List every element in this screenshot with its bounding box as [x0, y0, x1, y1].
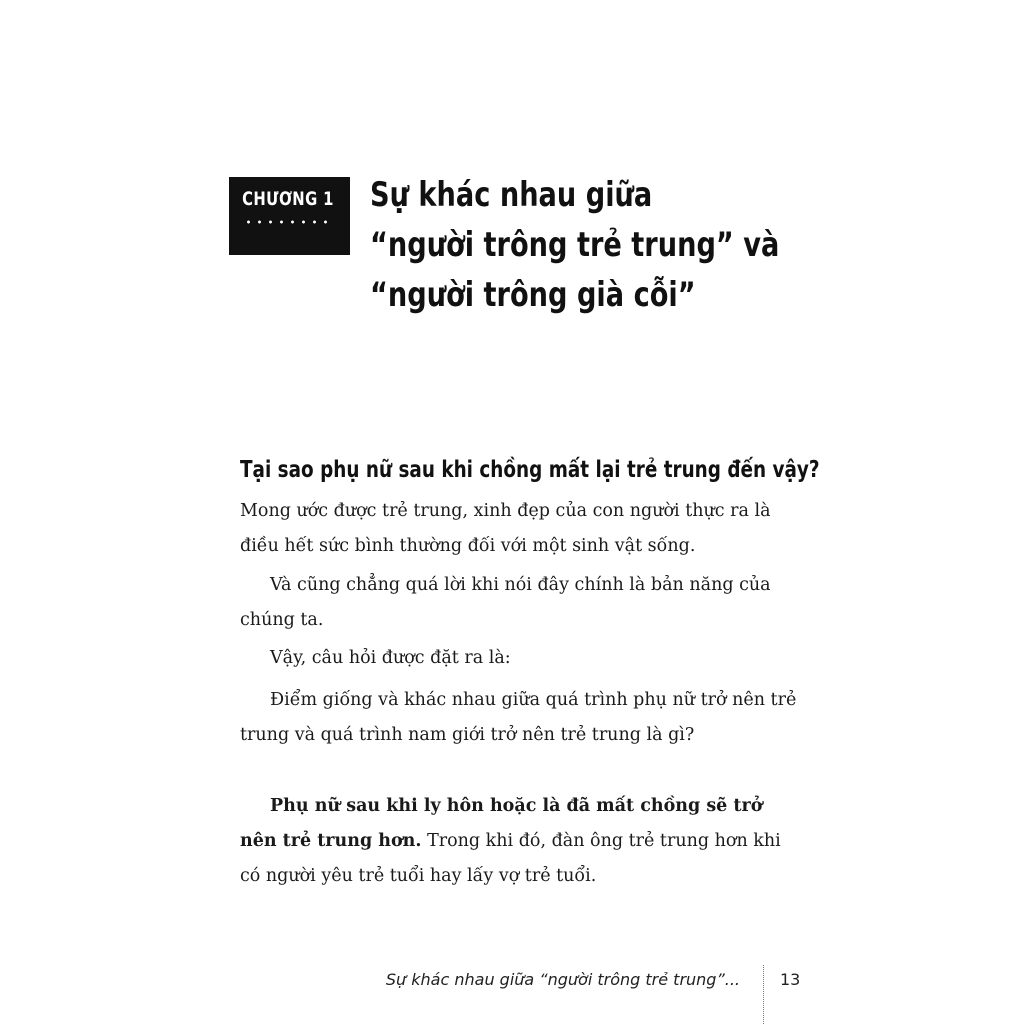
- chapter-dots-ornament: [243, 219, 333, 225]
- page-number: 13: [780, 970, 801, 989]
- chapter-title-line-2: “người trông trẻ trung” và: [370, 225, 780, 265]
- paragraph-5-rest: Trong khi đó, đàn ông trẻ trung hơn khi có người yêu trẻ tuổi hay lấy vợ trẻ tuổi.: [240, 831, 781, 886]
- running-footer-title: Sự khác nhau giữa “người trông trẻ trung”...: [385, 970, 740, 989]
- chapter-badge: [229, 177, 350, 255]
- paragraph-1: Mong ước được trẻ trung, xinh đẹp của con người thực ra là điều hết sức bình thường đối với một sinh vật sống.: [240, 501, 771, 556]
- section-heading: Tại sao phụ nữ sau khi chồng mất lại trẻ trung đến vậy?: [240, 457, 820, 483]
- paragraph-5: [240, 789, 800, 894]
- chapter-label: CHƯƠNG 1: [242, 188, 334, 210]
- paragraph-2: Và cũng chẳng quá lời khi nói đây chính là bản năng của chúng ta.: [240, 575, 771, 630]
- paragraph-3: Vậy, câu hỏi được đặt ra là:: [270, 648, 511, 668]
- chapter-title: [370, 170, 780, 320]
- paragraph-4: Điểm giống và khác nhau giữa quá trình phụ nữ trở nên trẻ trung và quá trình nam giới trở nên trẻ trung là gì?: [240, 690, 797, 745]
- paragraph-5-bold: Phụ nữ sau khi ly hôn hoặc là đã mất chồng sẽ trở nên trẻ trung hơn.: [240, 796, 763, 851]
- footer-divider: [763, 965, 764, 1024]
- chapter-title-line-1: Sự khác nhau giữa: [370, 175, 653, 215]
- chapter-title-line-3: “người trông già cỗi”: [370, 275, 696, 315]
